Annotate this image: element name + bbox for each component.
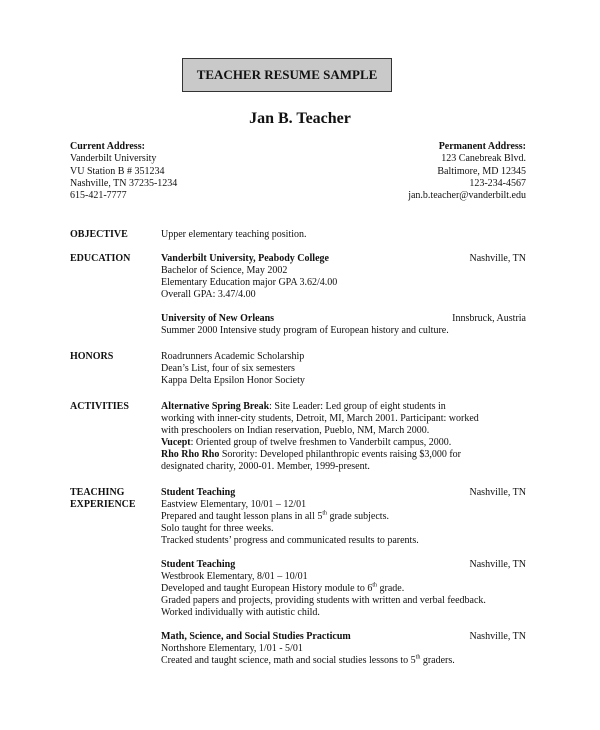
school-location: Innsbruck, Austria (452, 313, 526, 324)
school-name: Vanderbilt University, Peabody College (161, 253, 329, 264)
education-section (70, 253, 526, 337)
permanent-address-block (408, 141, 526, 202)
job-line: Graded papers and projects, providing students with written and verbal feedback. (161, 595, 486, 606)
education-line: Overall GPA: 3.47/4.00 (161, 289, 256, 300)
school-name: University of New Orleans (161, 313, 275, 324)
document-title-banner (182, 58, 392, 92)
current-address-line: Nashville, TN 37235-1234 (70, 177, 178, 189)
permanent-phone: 123-234-4567 (469, 177, 526, 189)
school-location: Nashville, TN (469, 253, 526, 264)
activity-title: Rho Rho Rho (161, 449, 220, 460)
permanent-address-heading: Permanent Address: (438, 141, 526, 152)
activity-line: working with inner-city students, Detroit, MI, March 2001. Participant: worked (161, 413, 479, 424)
honor-item: Dean’s List, four of six semesters (161, 363, 295, 374)
activity-line: designated charity, 2000-01. Member, 1999-present. (161, 461, 370, 472)
job-school: Eastview Elementary, 10/01 – 12/01 (161, 499, 307, 510)
current-address-heading: Current Address: (70, 141, 145, 152)
permanent-address-line: 123 Canebreak Blvd. (441, 153, 526, 165)
objective-section (70, 229, 526, 241)
current-phone: 615-421-7777 (70, 190, 127, 202)
honor-item: Kappa Delta Epsilon Honor Society (161, 375, 305, 386)
activity-item: Alternative Spring Break: Site Leader: Led group of eight students in (161, 401, 446, 412)
job-location: Nashville, TN (469, 487, 526, 498)
email-link[interactable]: jan.b.teacher@vanderbilt.edu (408, 190, 526, 202)
document-title: TEACHER RESUME SAMPLE (196, 67, 378, 82)
section-label: EDUCATION (70, 253, 131, 264)
education-line: Summer 2000 Intensive study program of European history and culture. (161, 325, 449, 336)
activity-title: Alternative Spring Break (161, 401, 270, 412)
applicant-name: Jan B. Teacher (249, 110, 351, 127)
activities-section (70, 401, 526, 473)
job-line: Worked individually with autistic child. (161, 607, 320, 618)
job-line: Created and taught science, math and social studies lessons to 5th graders. (161, 654, 455, 666)
job-line: Solo taught for three weeks. (161, 523, 274, 534)
job-line: Tracked students’ progress and communicated results to parents. (161, 535, 419, 546)
current-address-line: Vanderbilt University (70, 153, 157, 165)
job-school: Westbrook Elementary, 8/01 – 10/01 (161, 571, 308, 582)
education-line: Elementary Education major GPA 3.62/4.00 (161, 277, 338, 288)
honors-section (70, 351, 526, 387)
job-line: Developed and taught European History module to 6th grade. (161, 582, 405, 594)
job-school: Northshore Elementary, 1/01 - 5/01 (161, 643, 303, 654)
teaching-experience-section (70, 487, 526, 667)
current-address-block (70, 141, 177, 202)
section-label: TEACHING EXPERIENCE (70, 487, 136, 510)
job-title: Math, Science, and Social Studies Practicum (161, 631, 351, 642)
section-label: OBJECTIVE (70, 229, 128, 240)
job-location: Nashville, TN (469, 631, 526, 642)
permanent-address-line: Baltimore, MD 12345 (437, 165, 526, 177)
section-label: ACTIVITIES (70, 401, 129, 412)
section-label: HONORS (70, 351, 114, 362)
current-address-line: VU Station B # 351234 (70, 165, 165, 177)
education-line: Bachelor of Science, May 2002 (161, 265, 288, 276)
job-location: Nashville, TN (469, 559, 526, 570)
activity-line: with preschoolers on Indian reservation, Pueblo, NM, March 2000. (161, 425, 430, 436)
activity-title: Vucept (161, 437, 191, 448)
activity-item: Rho Rho Rho Sorority: Developed philanthropic events raising $3,000 for (161, 449, 461, 460)
job-title: Student Teaching (161, 487, 236, 498)
job-line: Prepared and taught lesson plans in all 5th grade subjects. (161, 510, 389, 522)
honor-item: Roadrunners Academic Scholarship (161, 351, 305, 362)
job-title: Student Teaching (161, 559, 236, 570)
objective-text: Upper elementary teaching position. (161, 229, 307, 240)
activity-item: Vucept: Oriented group of twelve freshmen to Vanderbilt campus, 2000. (161, 437, 452, 448)
